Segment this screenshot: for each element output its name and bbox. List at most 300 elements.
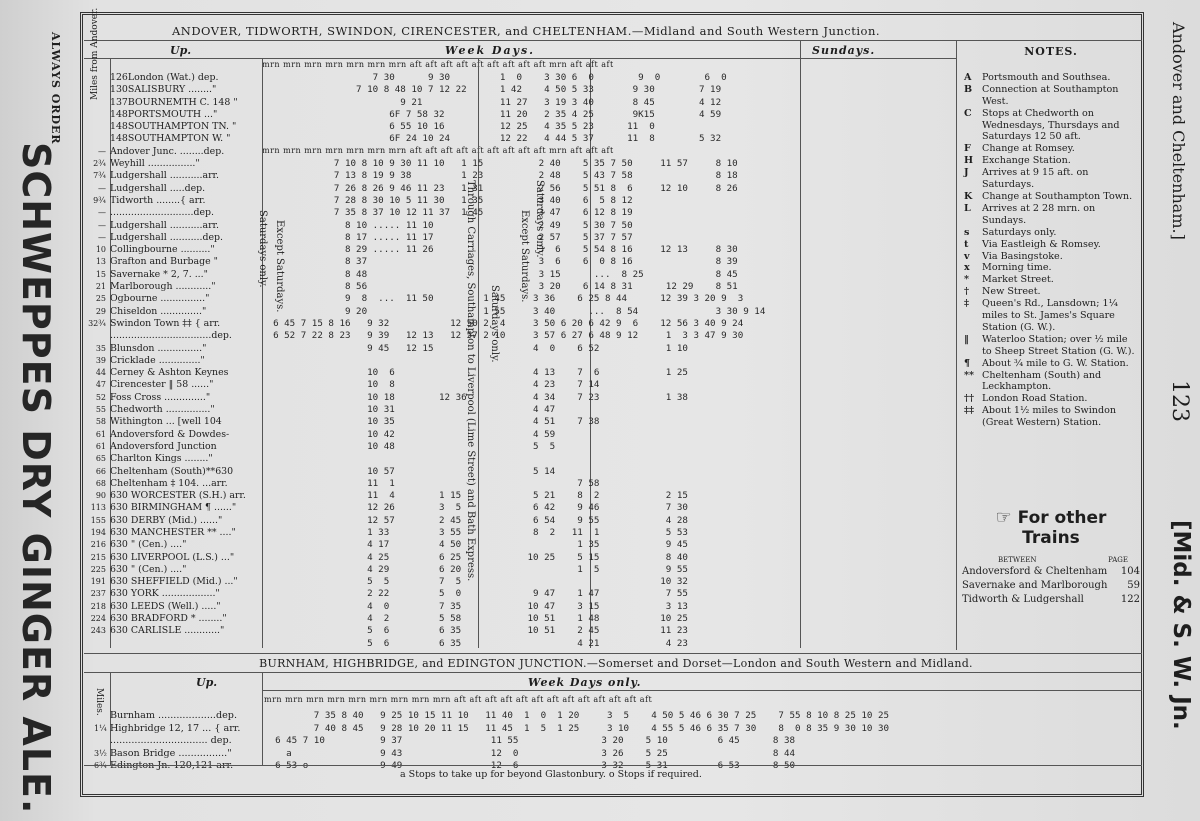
vertical-note: Through Carriages, Southampton to Liverpool (Lime Street) and Bath Express.	[465, 180, 476, 582]
station-miles: 55	[95, 405, 106, 415]
station-name: 630 SHEFFIELD (Mid.) ..."	[110, 576, 238, 588]
station-name: Ludgershall .....dep.	[110, 182, 206, 194]
column-header-row: mrn mrn mrn mrn mrn mrn mrn aft aft aft aft aft aft aft aft aft mrn aft aft aft	[262, 146, 614, 155]
station-row	[86, 564, 266, 576]
station-row	[86, 72, 266, 84]
times-row: 11 4 1 15 5 21 8 2 2 15	[262, 490, 688, 502]
other-trains-route: Savernake and Marlborough	[962, 580, 1108, 591]
divider	[84, 653, 1142, 654]
station-name: Andoversford & Dowdes-	[110, 428, 230, 440]
lower-up-label: Up.	[196, 676, 218, 689]
times-row: 10 35 4 51 7 38	[262, 416, 600, 428]
divider	[262, 690, 1142, 691]
lower-times-row: 6 53 o 9 49 12 6 3 32 5 31 6 53 8 50	[264, 760, 796, 772]
note-text: Via Basingstoke.	[982, 250, 1063, 262]
note-key: t	[964, 238, 969, 250]
station-name: Foss Cross .............."	[110, 391, 211, 403]
note-text: Queen's Rd., Lansdown; 1¼ miles to St. James's Square Station (G. W.).	[982, 298, 1118, 333]
station-name: 630 YORK .................."	[110, 588, 220, 600]
note-text: Waterloo Station; over ½ mile to Sheep Street Station (G. W.).	[982, 333, 1135, 357]
station-row	[86, 441, 266, 453]
note-key: **	[964, 369, 975, 381]
station-name: Ludgershall ...........arr.	[110, 170, 219, 182]
times-row: 7 10 8 48 10 7 12 22 1 42 4 50 5 33 9 30 7 19	[262, 84, 722, 96]
vertical-note: Except Saturdays.	[519, 210, 530, 303]
station-name: Tidworth ........{ arr.	[110, 194, 206, 206]
other-trains-page: 122	[1120, 594, 1140, 605]
other-trains-heading-line2: Trains	[1022, 528, 1080, 548]
station-name: 148SOUTHAMPTON TN. "	[110, 121, 237, 133]
note-item	[962, 239, 1140, 251]
station-miles: 218	[90, 601, 106, 611]
station-row	[86, 158, 266, 170]
other-trains-heading-line1: For other	[1017, 508, 1107, 528]
station-row	[86, 355, 266, 367]
station-name: Cheltenham (South)**630	[110, 465, 234, 477]
station-miles: 90	[95, 491, 106, 501]
times-row: 4 2 5 58 10 51 1 48 10 25	[262, 613, 688, 625]
note-text: Exchange Station.	[982, 155, 1071, 167]
station-row	[86, 97, 266, 109]
note-text: Via Eastleigh & Romsey.	[982, 238, 1101, 250]
week-days-label: Week Days.	[445, 44, 535, 57]
sundays-label: Sundays.	[812, 44, 876, 57]
station-row	[86, 478, 266, 490]
station-miles: 243	[90, 626, 106, 636]
station-row	[86, 539, 266, 551]
note-key: ‡‡	[964, 405, 975, 417]
note-key: B	[964, 83, 973, 95]
times-row: 10 31 4 47	[262, 404, 556, 416]
station-name: Chedworth ..............."	[110, 404, 215, 416]
vertical-note: Except Saturdays.	[274, 220, 285, 313]
note-key: A	[964, 71, 972, 83]
note-key: H	[964, 155, 974, 167]
note-item	[962, 262, 1140, 274]
station-miles: 194	[90, 527, 106, 537]
station-name: 630 LEEDS (Well.) ....."	[110, 600, 221, 612]
times-row: 10 57 5 14	[262, 465, 556, 477]
station-miles: 10	[95, 245, 106, 255]
station-miles: —	[98, 232, 106, 242]
note-item	[962, 298, 1140, 334]
station-name: 630 CARLISLE ............"	[110, 625, 225, 637]
station-miles: —	[98, 208, 106, 218]
station-miles: 113	[90, 503, 106, 513]
vertical-note: Saturdays only.	[257, 210, 268, 288]
station-row	[86, 256, 266, 268]
station-row	[86, 613, 266, 625]
page-number: 123	[1167, 380, 1192, 422]
station-miles: —	[98, 220, 106, 230]
lower-column-header: mrn mrn mrn mrn mrn mrn mrn mrn mrn aft aft aft aft aft aft aft aft aft aft aft aft aft	[264, 695, 653, 704]
station-row	[86, 453, 266, 465]
station-name: 630 LIVERPOOL (L.S.) ..."	[110, 551, 235, 563]
times-row: 5 6 6 35 4 21 4 23	[262, 637, 688, 649]
times-row: 8 10 ..... 11 10 2 49 5 30 7 50	[262, 219, 633, 231]
note-item	[962, 358, 1140, 370]
station-row	[86, 367, 266, 379]
station-row	[86, 84, 266, 96]
lower-station-name: Edington Jn. 120,121 arr.	[110, 760, 234, 772]
times-row: 1 33 3 55 8 2 11 1 5 53	[262, 526, 688, 538]
lower-station-name: Burnham ...................dep.	[110, 710, 237, 721]
station-name: 137BOURNEMTH C. 148 "	[110, 96, 238, 108]
station-row	[86, 392, 266, 404]
note-item	[962, 251, 1140, 263]
station-name: 126London (Wat.) dep.	[110, 72, 219, 83]
note-item	[962, 155, 1140, 167]
times-row: 5 6 6 35 10 51 2 45 11 23	[262, 625, 688, 637]
station-name: Cheltenham ‡ 104. ...arr.	[110, 477, 228, 489]
lower-title: BURNHAM, HIGHBRIDGE, and EDINGTON JUNCTION.—Somerset and Dorset—London and South Western and Midland.	[259, 657, 973, 670]
times-row: 4 25 6 25 10 25 5 15 8 40	[262, 551, 688, 563]
rule	[800, 40, 801, 648]
times-row: 6 45 7 15 8 16 9 32 12 50 2 4 3 50 6 20 6 42 9 6 12 56 3 40 9 24	[262, 317, 744, 329]
times-row: 12 26 3 5 6 42 9 46 7 30	[262, 502, 688, 514]
note-text: Portsmouth and Southsea.	[982, 71, 1111, 83]
times-row: 4 29 6 20 1 5 9 55	[262, 563, 688, 575]
note-key: ††	[964, 393, 975, 405]
station-name: 630 WORCESTER (S.H.) arr.	[110, 490, 246, 502]
lower-station-name: Highbridge 12, 17 ... { arr.	[110, 722, 241, 734]
station-row	[86, 121, 266, 133]
notes-title: NOTES.	[1024, 45, 1078, 58]
station-row	[86, 625, 266, 637]
station-row	[86, 429, 266, 441]
station-row	[86, 281, 266, 293]
note-text: Morning time.	[982, 262, 1052, 274]
station-name: ..................................dep.	[110, 330, 232, 342]
other-trains-route: Andoversford & Cheltenham	[962, 566, 1108, 577]
times-row: 6 52 7 22 8 23 9 39 12 13 12 57 2 10 3 57 6 27 6 48 9 12 1 3 3 47 9 30	[262, 330, 744, 342]
right-margin	[1142, 0, 1200, 821]
note-item	[962, 227, 1140, 239]
station-row	[86, 146, 266, 158]
station-row	[86, 183, 266, 195]
station-row	[86, 404, 266, 416]
station-miles: 52	[95, 392, 106, 402]
station-miles: —	[98, 183, 106, 193]
lower-week-days-label: Week Days only.	[528, 676, 642, 689]
times-row: 4 0 7 35 10 47 3 15 3 13	[262, 600, 688, 612]
note-key: v	[964, 250, 970, 262]
station-miles: —	[98, 146, 106, 156]
note-key: x	[964, 262, 970, 274]
station-miles: 35	[95, 343, 106, 353]
lower-times	[264, 710, 889, 773]
miles-label: Miles from Andover.	[90, 7, 100, 100]
note-text: Saturdays only.	[982, 226, 1057, 238]
advertisement-margin	[4, 12, 70, 815]
note-text: Arrives at 9 15 aft. on Saturdays.	[982, 167, 1089, 191]
note-key: C	[964, 107, 972, 119]
station-name: Cerney & Ashton Keynes	[110, 367, 229, 379]
station-miles: 44	[95, 368, 106, 378]
note-key: ‖	[964, 333, 969, 345]
between-label: BETWEEN	[998, 556, 1037, 564]
note-text: Change at Southampton Town.	[982, 190, 1133, 202]
station-miles: 215	[90, 552, 106, 562]
upper-times	[262, 72, 765, 650]
up-label: Up.	[170, 44, 192, 57]
station-miles: 15	[95, 269, 106, 279]
note-item	[962, 191, 1140, 203]
station-miles: 13	[95, 257, 106, 267]
note-item	[962, 108, 1140, 144]
times-row	[262, 453, 765, 465]
station-miles: 7¾	[93, 171, 106, 181]
note-text: About 1½ miles to Swindon (Great Western) Station.	[982, 405, 1117, 429]
times-row: 10 8 4 23 7 14	[262, 379, 600, 391]
station-row	[86, 515, 266, 527]
station-row	[86, 207, 266, 219]
station-row	[86, 133, 266, 145]
times-row: 9 8 ... 11 50 1 45 3 36 6 25 8 44 12 39 3 20 9 3	[262, 293, 744, 305]
upper-station-list	[86, 72, 266, 638]
station-row	[86, 588, 266, 600]
station-name: Ludgershall ...........dep.	[110, 231, 224, 243]
railway-heading: [Mid. & S. W. Jn.	[1168, 520, 1194, 730]
station-name: Blunsdon ..............."	[110, 342, 207, 354]
lower-miles-label: Miles.	[94, 688, 104, 716]
station-row	[86, 220, 266, 232]
times-row: 8 17 ..... 11 17 2 57 5 37 7 57	[262, 231, 633, 243]
note-key: F	[964, 143, 971, 155]
station-name: Grafton and Burbage "	[110, 256, 218, 268]
station-name: Marlborough ............"	[110, 281, 216, 293]
station-miles: 68	[95, 478, 106, 488]
note-item	[962, 286, 1140, 298]
station-name: 630 MANCHESTER ** ...."	[110, 526, 236, 538]
notes-panel	[962, 46, 1140, 429]
lower-times-row: a 9 43 12 0 3 26 5 25 8 44	[264, 747, 796, 759]
note-key: *	[964, 274, 970, 286]
station-name: Withington ... [well 104	[110, 416, 222, 428]
station-miles: 225	[90, 564, 106, 574]
lower-station-miles: 6¾	[94, 761, 107, 771]
other-trains-row	[962, 566, 1140, 578]
upper-title: ANDOVER, TIDWORTH, SWINDON, CIRENCESTER, and CHELTENHAM.—Midland and South Western Junction.	[171, 24, 881, 38]
station-miles: 224	[90, 614, 106, 624]
station-row	[86, 466, 266, 478]
pointing-hand-icon: ☞	[995, 507, 1012, 528]
divider	[84, 58, 956, 59]
note-item	[962, 143, 1140, 155]
times-row: 8 37 3 6 6 0 8 16 8 39	[262, 256, 738, 268]
times-row: 9 20 1 55 3 40 ... 8 54 3 30 9 14	[262, 305, 766, 317]
ad-small-text: ALWAYS ORDER	[49, 32, 62, 145]
note-key: K	[964, 190, 973, 202]
times-row: 4 17 4 50 1 35 9 45	[262, 539, 688, 551]
note-text: Cheltenham (South) and Leckhampton.	[982, 369, 1102, 393]
route-heading: Andover and Cheltenham.]	[1169, 22, 1188, 240]
times-row	[262, 355, 765, 367]
lower-station-miles: 1¼	[94, 723, 107, 733]
times-row: 11 1 7 58	[262, 477, 600, 489]
station-name: Collingbourne .........."	[110, 244, 215, 256]
station-miles: 216	[90, 540, 106, 550]
station-name: 630 DERBY (Mid.) ......"	[110, 514, 223, 526]
times-row: 12 57 2 45 6 54 9 55 4 28	[262, 514, 688, 526]
station-row	[86, 293, 266, 305]
station-miles: 29	[95, 306, 106, 316]
divider	[84, 40, 1142, 41]
times-row: 8 48 3 15 ... 8 25 8 45	[262, 268, 738, 280]
times-row: 10 18 12 36 4 34 7 23 1 38	[262, 391, 688, 403]
note-item	[962, 84, 1140, 108]
notes-list	[962, 72, 1140, 429]
note-key: ‡	[964, 298, 970, 310]
station-name: 130SALISBURY ........"	[110, 84, 217, 96]
lower-times-row: 7 40 8 45 9 28 10 20 11 15 11 45 1 5 1 25 3 10 4 55 5 46 6 35 7 30 8 0 8 35 9 30 10 30	[264, 722, 890, 734]
station-row	[86, 109, 266, 121]
vertical-note: Saturdays only.	[534, 180, 545, 258]
other-trains-row	[962, 580, 1140, 592]
note-key: L	[964, 202, 971, 214]
note-text: London Road Station.	[982, 393, 1088, 405]
vertical-note: Saturdays only.	[489, 285, 500, 363]
times-row: 8 29 ..... 11 26 3 6 5 54 8 16 12 13 8 30	[262, 244, 738, 256]
note-item	[962, 370, 1140, 394]
note-item	[962, 393, 1140, 405]
other-trains-route: Tidworth & Ludgershall	[962, 594, 1084, 605]
station-miles: 191	[90, 577, 106, 587]
lower-times-row: 7 35 8 40 9 25 10 15 11 10 11 40 1 0 1 20 3 5 4 50 5 46 6 30 7 25 7 55 8 10 8 25 10 25	[264, 710, 890, 721]
station-name: 630 BRADFORD * ........"	[110, 613, 227, 625]
times-row: 10 42 4 59	[262, 428, 556, 440]
station-name: 148PORTSMOUTH ..."	[110, 108, 218, 120]
times-row: 2 22 5 0 9 47 1 47 7 55	[262, 588, 688, 600]
note-item	[962, 203, 1140, 227]
times-row: 6 55 10 16 12 25 4 35 5 23 11 0	[262, 121, 655, 133]
station-row	[86, 306, 266, 318]
lower-station-name: Bason Bridge ................"	[110, 747, 232, 759]
lower-footnote: a Stops to take up for beyond Glastonbury. o Stops if required.	[400, 769, 702, 780]
station-name: Savernake * 2, 7. ..."	[110, 268, 208, 280]
times-row: 7 13 8 19 9 38 1 23 2 48 5 43 7 58 8 18	[262, 170, 738, 182]
station-miles: 2¾	[93, 159, 106, 169]
times-row: 7 30 9 30 1 0 3 30 6 0 9 0 6 0	[262, 72, 727, 83]
column-header-row: mrn mrn mrn mrn mrn mrn mrn aft aft aft aft aft aft aft aft aft mrn aft aft aft	[262, 60, 614, 69]
station-name: Charlton Kings ........"	[110, 453, 213, 465]
station-miles: 155	[90, 515, 106, 525]
times-row	[262, 146, 765, 158]
times-row: 5 5 7 5 10 32	[262, 576, 688, 588]
station-row	[86, 416, 266, 428]
lower-station-miles: 3½	[94, 748, 107, 758]
station-miles: 39	[95, 355, 106, 365]
times-row: 10 48 5 5	[262, 440, 556, 452]
note-text: About ¾ mile to G. W. Station.	[982, 357, 1129, 369]
page-label: PAGE	[1108, 556, 1128, 564]
station-miles: 58	[95, 417, 106, 427]
times-row: 7 26 8 26 9 46 11 23 1 31 2 56 5 51 8 6 12 10 8 26	[262, 182, 738, 194]
note-key: †	[964, 286, 970, 298]
note-item	[962, 167, 1140, 191]
station-row	[86, 552, 266, 564]
station-miles: 32¾	[88, 318, 106, 328]
station-name: ............................dep.	[110, 207, 214, 219]
other-trains-page: 104	[1120, 566, 1140, 577]
station-row	[86, 170, 266, 182]
station-miles: 47	[95, 380, 106, 390]
station-row	[86, 343, 266, 355]
station-name: 630 " (Cen.) ...."	[110, 563, 187, 575]
rule	[956, 40, 957, 650]
station-miles: 61	[95, 429, 106, 439]
station-name: Cricklade .............."	[110, 354, 205, 366]
times-row: 7 28 8 30 10 5 11 30 1 35 3 40 6 5 8 12	[262, 194, 633, 206]
station-miles: 61	[95, 441, 106, 451]
times-row: 7 35 8 37 10 12 11 37 1 45 3 47 6 12 8 19	[262, 207, 633, 219]
station-name: 148SOUTHAMPTON W. "	[110, 133, 231, 145]
other-trains-panel	[962, 508, 1140, 606]
times-row: 9 45 12 15 4 0 6 52 1 10	[262, 342, 688, 354]
note-text: Market Street.	[982, 274, 1054, 286]
note-key: s	[964, 226, 970, 238]
station-name: Ludgershall ...........arr.	[110, 219, 219, 231]
other-trains-subheader	[962, 556, 1140, 564]
other-trains-heading	[962, 508, 1140, 528]
station-row	[86, 244, 266, 256]
note-text: Change at Romsey.	[982, 143, 1075, 155]
note-item	[962, 405, 1140, 429]
station-row	[86, 232, 266, 244]
note-text: Connection at Southampton West.	[982, 83, 1119, 107]
station-row	[86, 502, 266, 514]
note-text: Stops at Chedworth on Wednesdays, Thursdays and Saturdays 12 50 aft.	[982, 107, 1120, 143]
station-miles: 9¾	[93, 195, 106, 205]
station-row	[86, 379, 266, 391]
note-item	[962, 334, 1140, 358]
station-row	[86, 330, 266, 342]
ad-big-text: SCHWEPPES DRY GINGER ALE.	[14, 142, 58, 815]
other-trains-rows	[962, 566, 1140, 606]
station-name: Ogbourne ..............."	[110, 293, 210, 305]
station-row	[86, 490, 266, 502]
lower-station-name: ................................ dep.	[110, 735, 232, 747]
times-row: 7 10 8 10 9 30 11 10 1 15 2 40 5 35 7 50 11 57 8 10	[262, 158, 738, 170]
station-row	[86, 269, 266, 281]
times-row: 10 6 4 13 7 6 1 25	[262, 367, 688, 379]
station-miles: 237	[90, 589, 106, 599]
other-trains-page: 59	[1127, 580, 1140, 591]
divider	[84, 765, 1142, 766]
station-name: 630 " (Cen.) ...."	[110, 539, 187, 551]
times-row: 6F 7 58 32 11 20 2 35 4 25 9K15 4 59	[262, 108, 722, 120]
station-row	[86, 601, 266, 613]
note-text: New Street.	[982, 286, 1041, 298]
station-name: Cirencester ‖ 58 ......"	[110, 379, 214, 391]
lower-times-row: 6 45 7 10 9 37 11 55 3 20 5 10 6 45 8 38	[264, 735, 796, 747]
station-row	[86, 318, 266, 330]
note-key: J	[964, 167, 969, 179]
divider	[84, 672, 1142, 673]
note-text: Arrives at 2 28 mrn. on Sundays.	[982, 202, 1096, 226]
station-miles: 65	[95, 454, 106, 464]
times-row: 9 21 11 27 3 19 3 40 8 45 4 12	[262, 96, 722, 108]
note-item	[962, 72, 1140, 84]
station-name: 630 BIRMINGHAM ¶ ......"	[110, 502, 237, 514]
station-miles: 25	[95, 294, 106, 304]
times-row: 8 56 3 20 6 14 8 31 12 29 8 51	[262, 281, 738, 293]
station-row	[86, 195, 266, 207]
station-name: Andoversford Junction	[110, 440, 217, 452]
station-row	[86, 527, 266, 539]
station-name: Swindon Town ‡‡ { arr.	[110, 317, 221, 329]
times-row: 6F 24 10 24 12 22 4 44 5 37 11 8 5 32	[262, 133, 722, 145]
